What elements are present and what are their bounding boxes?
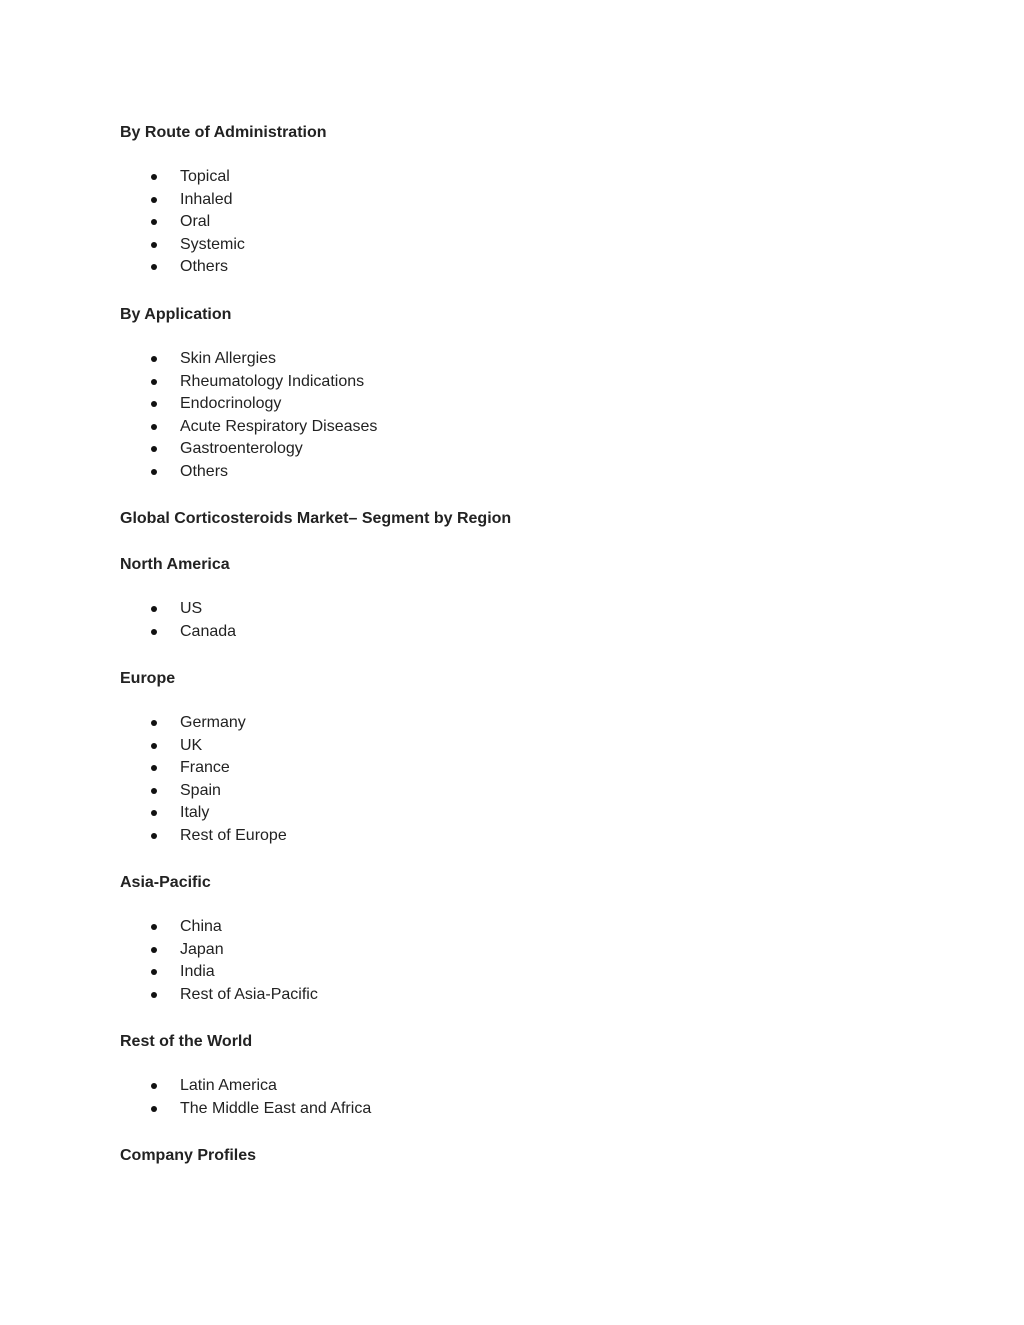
list-item xyxy=(120,234,245,257)
list-item-text: Germany xyxy=(180,714,246,731)
list-item-text: Systemic xyxy=(180,235,245,253)
list-item-text: Topical xyxy=(180,168,230,185)
heading-north-america: North America xyxy=(120,556,230,573)
list-item-text: Skin Allergies xyxy=(180,350,277,367)
list-item xyxy=(120,961,318,984)
bullet-icon xyxy=(151,197,157,203)
bullet-icon xyxy=(151,401,157,407)
list-item xyxy=(120,916,318,939)
list-item-text: Italy xyxy=(180,804,210,822)
list-item-text: Inhaled xyxy=(180,190,233,208)
list-item xyxy=(120,939,318,962)
bullet-icon xyxy=(151,174,157,180)
bullet-icon xyxy=(151,264,157,270)
bullet-icon xyxy=(151,743,157,749)
list-item xyxy=(120,621,236,644)
heading-application: By Application xyxy=(120,306,232,323)
list-item-text: Acute Respiratory Diseases xyxy=(180,417,378,435)
list-item-text: Oral xyxy=(180,213,211,231)
bullet-icon xyxy=(151,219,157,225)
list-item xyxy=(120,802,287,825)
list-item xyxy=(120,371,377,394)
list-north-america xyxy=(120,598,236,643)
bullet-icon xyxy=(151,629,157,635)
list-item-text: Others xyxy=(180,462,229,480)
list-item xyxy=(120,1098,371,1121)
list-item xyxy=(120,712,287,735)
list-item xyxy=(120,598,236,621)
list-item-text: Rest of Asia-Pacific xyxy=(180,985,318,1003)
bullet-icon xyxy=(151,379,157,385)
list-item xyxy=(120,757,287,780)
heading-company-profiles: Company Profiles xyxy=(120,1147,257,1164)
bullet-icon xyxy=(151,969,157,975)
heading-europe: Europe xyxy=(120,670,176,687)
list-route-of-administration xyxy=(120,166,245,279)
bullet-icon xyxy=(151,469,157,475)
list-item-text: China xyxy=(180,918,222,935)
list-item xyxy=(120,735,287,758)
list-asia-pacific xyxy=(120,916,318,1006)
list-item xyxy=(120,461,377,484)
list-item-text: Gastroenterology xyxy=(180,440,303,458)
list-item xyxy=(120,256,245,279)
list-item xyxy=(120,393,377,416)
bullet-icon xyxy=(151,424,157,430)
heading-route-of-administration: By Route of Administration xyxy=(120,124,327,141)
bullet-icon xyxy=(151,947,157,953)
list-item-text: Latin America xyxy=(180,1077,277,1094)
bullet-icon xyxy=(151,1106,157,1112)
list-item xyxy=(120,166,245,189)
list-item xyxy=(120,984,318,1007)
list-item xyxy=(120,416,377,439)
list-item xyxy=(120,825,287,848)
list-item-text: Japan xyxy=(180,940,224,958)
list-item-text: US xyxy=(180,600,203,617)
list-item-text: Endocrinology xyxy=(180,395,282,413)
list-item-text: Canada xyxy=(180,622,237,640)
bullet-icon xyxy=(151,833,157,839)
list-item xyxy=(120,438,377,461)
list-item-text: Spain xyxy=(180,781,221,799)
bullet-icon xyxy=(151,446,157,452)
heading-rest-of-the-world: Rest of the World xyxy=(120,1033,253,1050)
bullet-icon xyxy=(151,788,157,794)
bullet-icon xyxy=(151,1083,157,1089)
bullet-icon xyxy=(151,242,157,248)
heading-asia-pacific: Asia-Pacific xyxy=(120,874,211,891)
bullet-icon xyxy=(151,810,157,816)
bullet-icon xyxy=(151,356,157,362)
list-item xyxy=(120,780,287,803)
list-item xyxy=(120,211,245,234)
list-item xyxy=(120,189,245,212)
list-item-text: UK xyxy=(180,736,203,754)
list-application xyxy=(120,348,377,484)
list-europe xyxy=(120,712,287,848)
list-item-text: Rest of Europe xyxy=(180,826,287,844)
list-item-text: France xyxy=(180,759,230,777)
list-item-text: India xyxy=(180,963,215,981)
bullet-icon xyxy=(151,924,157,930)
bullet-icon xyxy=(151,992,157,998)
bullet-icon xyxy=(151,720,157,726)
list-item-text: The Middle East and Africa xyxy=(180,1099,372,1117)
heading-segment-by-region: Global Corticosteroids Market– Segment by Region xyxy=(120,510,512,527)
list-item-text: Rheumatology Indications xyxy=(180,372,365,390)
list-item-text: Others xyxy=(180,258,229,276)
list-rest-of-the-world xyxy=(120,1075,371,1120)
bullet-icon xyxy=(151,765,157,771)
bullet-icon xyxy=(151,606,157,612)
list-item xyxy=(120,348,377,371)
list-item xyxy=(120,1075,371,1098)
